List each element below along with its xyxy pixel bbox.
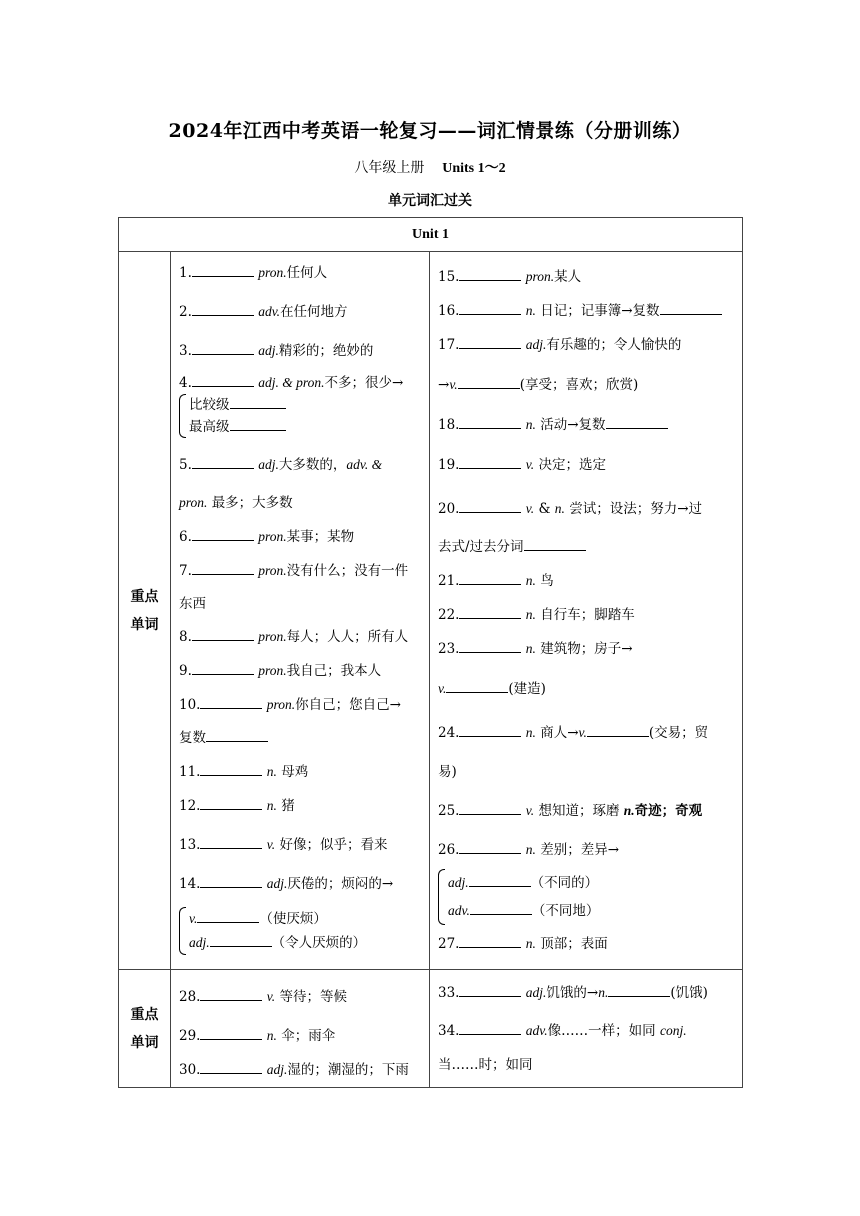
list-item: 16. n. 日记；记事簿→复数 bbox=[438, 298, 736, 324]
brace-group: adj. （不同的） adv. （不同地） bbox=[438, 869, 736, 925]
answer-blank[interactable] bbox=[459, 1020, 521, 1035]
answer-blank[interactable] bbox=[459, 722, 521, 737]
answer-blank[interactable] bbox=[230, 394, 286, 409]
right-column bbox=[430, 252, 743, 970]
list-item: 18. n. 活动→复数 bbox=[438, 412, 736, 438]
answer-blank[interactable] bbox=[192, 372, 254, 387]
answer-blank[interactable] bbox=[459, 266, 521, 281]
list-item: 13. v. 好像；似乎；看来 bbox=[179, 832, 423, 858]
list-item: 34. adv.像……一样；如同 conj. bbox=[438, 1018, 736, 1044]
list-item-continued: 去式/过去分词 bbox=[438, 534, 736, 560]
list-item: 26. n. 差别；差异→ bbox=[438, 837, 736, 863]
answer-blank[interactable] bbox=[459, 454, 521, 469]
answer-blank[interactable] bbox=[200, 761, 262, 776]
answer-blank[interactable] bbox=[459, 982, 521, 997]
right-column-2 bbox=[430, 970, 743, 1088]
list-item-continued: v. (建造) bbox=[438, 676, 736, 702]
list-item: 14. adj.厌倦的；烦闷的→ bbox=[179, 871, 423, 897]
list-item: 29. n. 伞；雨伞 bbox=[179, 1023, 423, 1049]
answer-blank[interactable] bbox=[192, 660, 254, 675]
list-item: 27. n. 顶部；表面 bbox=[438, 931, 736, 957]
answer-blank[interactable] bbox=[210, 932, 272, 947]
answer-blank[interactable] bbox=[459, 334, 521, 349]
brace-group: v. （使厌烦） adj. （令人厌烦的） bbox=[179, 907, 423, 955]
category-label-1-line1: 重点 bbox=[130, 588, 159, 605]
answer-blank[interactable] bbox=[459, 414, 521, 429]
answer-blank[interactable] bbox=[459, 839, 521, 854]
category-label-1-line2: 单词 bbox=[130, 616, 159, 633]
answer-blank[interactable] bbox=[192, 526, 254, 541]
list-item: 22. n. 自行车；脚踏车 bbox=[438, 602, 736, 628]
category-label-2 bbox=[119, 970, 171, 1088]
answer-blank[interactable] bbox=[470, 900, 532, 915]
category-label-2-line2: 单词 bbox=[130, 1034, 159, 1051]
list-item: 12. n. 猪 bbox=[179, 793, 423, 819]
list-item: 3. adj.精彩的；绝妙的 bbox=[179, 338, 423, 364]
list-item-continued: →v. (享受；喜欢；欣赏) bbox=[438, 372, 736, 398]
brace-icon bbox=[179, 394, 186, 438]
answer-blank[interactable] bbox=[459, 604, 521, 619]
answer-blank[interactable] bbox=[459, 300, 521, 315]
list-item-continued: 易) bbox=[438, 764, 457, 780]
vocab-table bbox=[118, 217, 743, 1088]
answer-blank[interactable] bbox=[192, 262, 254, 277]
list-item: 4. adj. & pron.不多；很少→ bbox=[179, 370, 423, 396]
section-heading: 单元词汇过关 bbox=[388, 193, 472, 209]
list-item: 5. adj.大多数的，adv. & bbox=[179, 452, 423, 478]
list-item: 11. n. 母鸡 bbox=[179, 759, 423, 785]
answer-blank[interactable] bbox=[459, 498, 521, 513]
list-item-continued: pron. 最多；大多数 bbox=[179, 495, 293, 511]
answer-blank[interactable] bbox=[200, 694, 262, 709]
list-item: 21. n. 鸟 bbox=[438, 568, 736, 594]
list-item: 28. v. 等待；等候 bbox=[179, 984, 423, 1010]
list-item: 7. pron.没有什么；没有一件 bbox=[179, 558, 423, 584]
answer-blank[interactable] bbox=[192, 560, 254, 575]
subtitle bbox=[0, 157, 860, 177]
brace-icon bbox=[179, 907, 186, 955]
category-label-1 bbox=[119, 252, 171, 970]
list-item: 23. n. 建筑物；房子→ bbox=[438, 636, 736, 662]
list-item: 8. pron.每人；人人；所有人 bbox=[179, 624, 423, 650]
answer-blank[interactable] bbox=[469, 872, 531, 887]
answer-blank[interactable] bbox=[206, 727, 268, 742]
list-item: 1. pron.任何人 bbox=[179, 260, 423, 286]
list-item: 17. adj.有乐趣的；令人愉快的 bbox=[438, 332, 736, 358]
list-item: 6. pron.某事；某物 bbox=[179, 524, 423, 550]
subtitle-grade: 八年级上册 bbox=[354, 160, 425, 176]
brace-group: 比较级 最高级 bbox=[179, 394, 423, 438]
answer-blank[interactable] bbox=[606, 414, 668, 429]
answer-blank[interactable] bbox=[192, 340, 254, 355]
answer-blank[interactable] bbox=[192, 301, 254, 316]
answer-blank[interactable] bbox=[587, 722, 649, 737]
answer-blank[interactable] bbox=[192, 454, 254, 469]
list-item: 10. pron.你自己；您自己→ bbox=[179, 692, 423, 718]
list-item-continued: 复数 bbox=[179, 725, 423, 751]
list-item: 20. v. & n. 尝试；设法；努力→过 bbox=[438, 496, 736, 522]
list-item: 24. n. 商人→v. (交易；贸 bbox=[438, 720, 736, 746]
list-item: 9. pron.我自己；我本人 bbox=[179, 658, 423, 684]
list-item-continued: 东西 bbox=[179, 596, 206, 612]
list-item: 15. pron.某人 bbox=[438, 264, 736, 290]
list-item: 19. v. 决定；选定 bbox=[438, 452, 736, 478]
unit-header: Unit 1 bbox=[119, 218, 743, 252]
list-item: 2. adv.在任何地方 bbox=[179, 299, 423, 325]
left-column bbox=[171, 252, 430, 970]
answer-blank[interactable] bbox=[459, 570, 521, 585]
list-item: 25. v. 想知道；琢磨 n.奇迹；奇观 bbox=[438, 798, 736, 824]
category-label-2-line1: 重点 bbox=[130, 1006, 159, 1023]
answer-blank[interactable] bbox=[200, 795, 262, 810]
answer-blank[interactable] bbox=[459, 800, 521, 815]
answer-blank[interactable] bbox=[200, 834, 262, 849]
answer-blank[interactable] bbox=[524, 536, 586, 551]
list-item: 30. adj.湿的；潮湿的；下雨 bbox=[179, 1057, 423, 1083]
answer-blank[interactable] bbox=[197, 908, 259, 923]
brace-icon bbox=[438, 869, 445, 925]
answer-blank[interactable] bbox=[200, 1059, 262, 1074]
answer-blank[interactable] bbox=[459, 933, 521, 948]
answer-blank[interactable] bbox=[458, 374, 520, 389]
page-title: 2024年江西中考英语一轮复习——词汇情景练（分册训练） bbox=[168, 120, 692, 142]
answer-blank[interactable] bbox=[192, 626, 254, 641]
answer-blank[interactable] bbox=[200, 1025, 262, 1040]
answer-blank[interactable] bbox=[200, 873, 262, 888]
subtitle-units: Units 1～2 bbox=[442, 161, 506, 176]
answer-blank[interactable] bbox=[608, 982, 670, 997]
left-column-2 bbox=[171, 970, 430, 1088]
answer-blank[interactable] bbox=[446, 678, 508, 693]
list-item: 33. adj.饥饿的→n. (饥饿) bbox=[438, 980, 736, 1006]
answer-blank[interactable] bbox=[459, 638, 521, 653]
answer-blank[interactable] bbox=[200, 986, 262, 1001]
answer-blank[interactable] bbox=[230, 416, 286, 431]
list-item-continued: 当……时；如同 bbox=[438, 1057, 533, 1073]
answer-blank[interactable] bbox=[660, 300, 722, 315]
